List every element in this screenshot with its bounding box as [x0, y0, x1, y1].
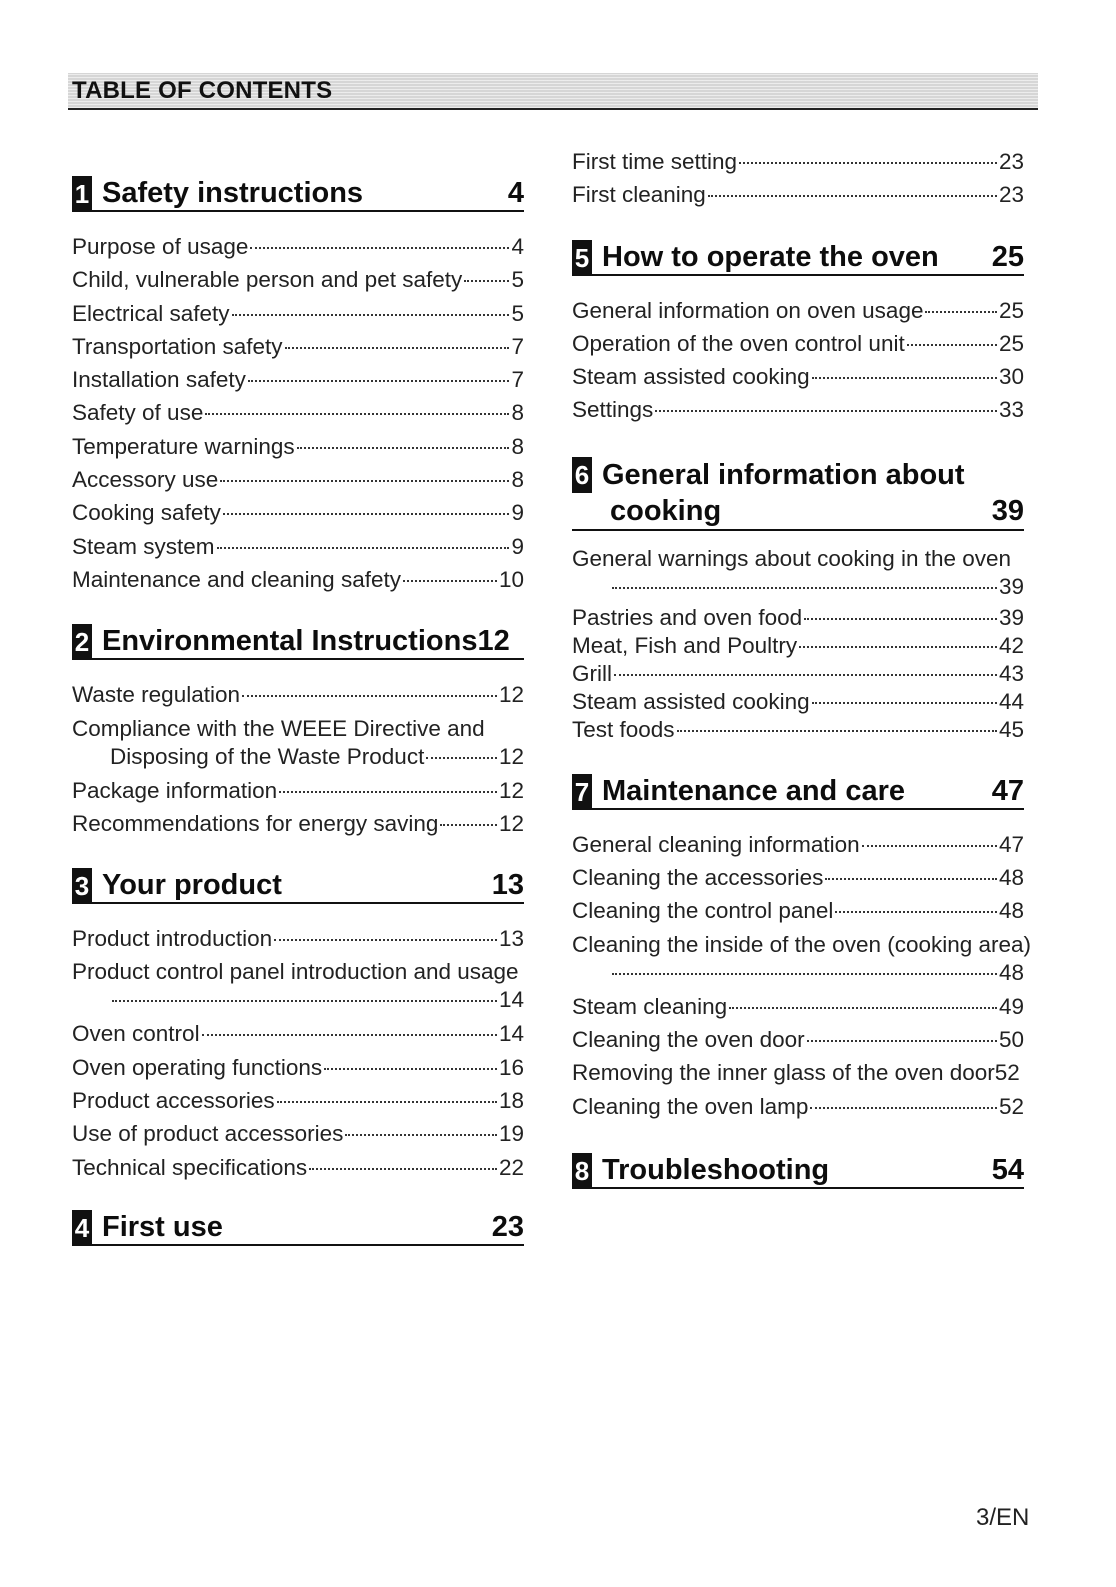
section-page: 54: [991, 1153, 1024, 1186]
entry-label: Cooking safety: [72, 500, 221, 526]
entry-page: 12: [498, 682, 524, 708]
section-page: 39: [991, 494, 1024, 527]
toc-entry[interactable]: [72, 396, 524, 429]
section-number-badge: 5: [572, 240, 592, 276]
toc-section-7: [572, 774, 1032, 1123]
section-title: Maintenance and care: [602, 774, 905, 807]
entry-page: 33: [998, 397, 1024, 423]
toc-entry[interactable]: [72, 958, 524, 1014]
toc-entry[interactable]: [572, 688, 1024, 716]
entry-page: 47: [998, 831, 1024, 857]
toc-entry[interactable]: [72, 715, 524, 771]
section-title: How to operate the oven: [602, 240, 939, 273]
toc-entry[interactable]: [572, 828, 1024, 861]
toc-section-4: [72, 1210, 524, 1246]
leader-dots: [799, 646, 997, 648]
toc-entry[interactable]: [572, 660, 1024, 688]
page-number: 3/EN: [976, 1504, 1030, 1531]
toc-entry[interactable]: [72, 430, 524, 463]
leader-dots: [825, 878, 997, 880]
section-title: Your product: [102, 869, 282, 902]
leader-dots: [655, 410, 997, 412]
toc-entry[interactable]: [72, 563, 524, 596]
toc-entry[interactable]: [572, 327, 1024, 360]
toc-entry[interactable]: [72, 1017, 524, 1050]
entry-page: 7: [511, 367, 524, 393]
leader-dots: [807, 1040, 997, 1042]
section-title: First use: [102, 1210, 223, 1243]
toc-entry[interactable]: [72, 263, 524, 296]
leader-dots: [309, 1168, 497, 1170]
entry-page: 18: [498, 1088, 524, 1114]
entry-page: 50: [998, 1026, 1024, 1052]
toc-section-3: [72, 868, 524, 1184]
entry-page: 16: [498, 1054, 524, 1080]
entry-label: Oven operating functions: [72, 1054, 323, 1080]
toc-entry[interactable]: [72, 496, 524, 529]
leader-dots: [220, 480, 509, 482]
toc-entry[interactable]: [572, 294, 1024, 327]
entry-page: 25: [998, 297, 1024, 323]
entry-page: 48: [998, 898, 1024, 924]
entry-page: 52: [998, 1093, 1024, 1119]
toc-section-5: [572, 240, 1024, 427]
entry-page: 23: [998, 182, 1024, 208]
section-title-continued: cooking: [610, 494, 722, 527]
leader-dots: [345, 1134, 497, 1136]
toc-entry[interactable]: [72, 463, 524, 496]
entry-label: Product accessories: [72, 1088, 275, 1114]
toc-entry[interactable]: [572, 545, 1024, 601]
entry-label: Package information: [72, 777, 278, 803]
leader-dots: [205, 413, 509, 415]
leader-dots: [835, 911, 997, 913]
section-number-badge: 7: [572, 774, 592, 810]
entry-page: 12: [498, 810, 524, 836]
entry-label: Maintenance and cleaning safety: [72, 566, 401, 592]
entry-label: Product introduction: [72, 926, 273, 952]
section-heading[interactable]: [72, 624, 524, 660]
toc-entry[interactable]: [72, 922, 524, 955]
leader-dots: [426, 757, 497, 759]
leader-dots: [242, 695, 497, 697]
section-heading[interactable]: [572, 1153, 1024, 1189]
entry-page: 39: [998, 573, 1024, 599]
leader-dots: [739, 162, 997, 164]
entry-page: 39: [998, 604, 1024, 630]
section-page: 13: [491, 869, 524, 902]
leader-dots: [279, 791, 497, 793]
entry-page: 8: [511, 467, 524, 493]
entry-page: 10: [498, 566, 524, 592]
entry-label: General information on oven usage: [572, 297, 924, 323]
leader-dots: [729, 1007, 997, 1009]
entry-label: Technical specifications: [72, 1154, 308, 1180]
toc-entry[interactable]: [72, 807, 524, 840]
entry-page: 14: [498, 1021, 524, 1047]
leader-dots: [285, 347, 510, 349]
toc-header-bar: [68, 73, 1038, 110]
entry-label: Steam assisted cooking: [572, 364, 810, 390]
toc-section-6: [572, 457, 1024, 744]
entry-page: 45: [998, 716, 1024, 742]
entry-page: 49: [998, 993, 1024, 1019]
leader-dots: [612, 973, 997, 975]
leader-dots: [708, 195, 997, 197]
entry-page: 9: [511, 533, 524, 559]
entry-label: Cleaning the oven door: [572, 1026, 805, 1052]
leader-dots: [277, 1101, 497, 1103]
entry-label: General cleaning information: [572, 831, 860, 857]
section-page: 23: [491, 1210, 524, 1243]
leader-dots: [810, 1107, 997, 1109]
toc-header-title: TABLE OF CONTENTS: [72, 77, 333, 104]
section-heading[interactable]: [72, 1210, 524, 1246]
entry-label: Transportation safety: [72, 333, 283, 359]
toc-entry[interactable]: [572, 1090, 1024, 1123]
entry-label: First cleaning: [572, 182, 706, 208]
entry-label: Waste regulation: [72, 682, 241, 708]
entry-page: 12: [498, 743, 524, 769]
entry-page: 42: [998, 632, 1024, 658]
section-heading[interactable]: [572, 457, 1024, 531]
toc-entry[interactable]: [72, 330, 524, 363]
toc-entry[interactable]: [72, 230, 524, 263]
toc-entry[interactable]: [72, 774, 524, 807]
toc-entry[interactable]: [572, 145, 1024, 178]
toc-section-1: [72, 176, 524, 596]
leader-dots: [812, 702, 997, 704]
entry-label: Removing the inner glass of the oven door: [572, 1060, 995, 1086]
entry-page: 5: [511, 267, 524, 293]
leader-dots: [440, 824, 497, 826]
entry-page: 7: [511, 333, 524, 359]
section-title: Environmental Instructions: [102, 625, 478, 658]
entry-label: Temperature warnings: [72, 433, 295, 459]
entry-label: Product control panel introduction and usage: [72, 959, 519, 985]
leader-dots: [248, 380, 510, 382]
leader-dots: [614, 674, 997, 676]
leader-dots: [232, 314, 510, 316]
entry-page: 8: [511, 400, 524, 426]
toc-entry[interactable]: [72, 1117, 524, 1150]
section-title: General information about: [602, 458, 965, 491]
entry-label: Meat, Fish and Poultry: [572, 632, 798, 658]
entry-page: 43: [998, 660, 1024, 686]
entry-label: Cleaning the accessories: [572, 865, 824, 891]
entry-page: 12: [498, 777, 524, 803]
entry-label: Cleaning the oven lamp: [572, 1093, 809, 1119]
entry-label: Purpose of usage: [72, 234, 249, 259]
entry-label: Compliance with the WEEE Directive and: [72, 715, 485, 741]
entry-label: Safety of use: [72, 400, 204, 426]
toc-entry[interactable]: [572, 861, 1024, 894]
entry-page: 30: [998, 364, 1024, 390]
section-number-badge: 1: [72, 176, 92, 212]
section-heading[interactable]: [572, 774, 1024, 810]
toc-section-8: [572, 1153, 1024, 1189]
toc-entry[interactable]: [572, 716, 1024, 744]
entry-label: Steam cleaning: [572, 993, 728, 1019]
toc-entry[interactable]: [72, 1084, 524, 1117]
entry-page: 14: [498, 987, 524, 1013]
toc-entry[interactable]: [572, 632, 1024, 660]
entry-label: Operation of the oven control unit: [572, 330, 905, 356]
leader-dots: [907, 344, 997, 346]
entry-label: Pastries and oven food: [572, 604, 803, 630]
section-heading[interactable]: [72, 176, 524, 212]
leader-dots: [804, 618, 997, 620]
toc-entry[interactable]: [72, 297, 524, 330]
entry-label-continued: Disposing of the Waste Product: [110, 743, 425, 769]
entry-label: Settings: [572, 397, 654, 423]
section-page: 47: [991, 774, 1024, 807]
section-heading[interactable]: [572, 240, 1024, 276]
leader-dots: [250, 247, 509, 249]
section-page: 25: [991, 240, 1024, 273]
leader-dots: [202, 1034, 497, 1036]
toc-entry[interactable]: [72, 530, 524, 563]
entry-page: 25: [998, 330, 1024, 356]
toc-entry[interactable]: [72, 363, 524, 396]
section-page: 4: [507, 177, 524, 209]
entry-label: Steam system: [72, 533, 215, 559]
toc-right-column: [572, 145, 1032, 1189]
entry-label: Installation safety: [72, 367, 246, 393]
toc-entry[interactable]: [572, 931, 1032, 987]
toc-section-2: [72, 624, 524, 840]
toc-entry[interactable]: [572, 894, 1024, 927]
section-number-badge: 3: [72, 868, 92, 904]
leader-dots: [217, 547, 510, 549]
entry-page: 19: [498, 1121, 524, 1147]
entry-label: First time setting: [572, 149, 738, 174]
toc-entry[interactable]: [72, 678, 524, 711]
toc-left-column: [72, 140, 524, 1246]
entry-label: Recommendations for energy saving: [72, 810, 439, 836]
toc-entry[interactable]: [72, 1051, 524, 1084]
toc-entry[interactable]: [72, 1151, 524, 1184]
section-number-badge: 8: [572, 1153, 592, 1189]
section-page: 12: [477, 625, 510, 658]
leader-dots: [925, 311, 996, 313]
entry-label: Steam assisted cooking: [572, 688, 810, 714]
leader-dots: [112, 1000, 497, 1002]
entry-page: 13: [498, 926, 524, 952]
leader-dots: [812, 377, 997, 379]
entry-label: Cleaning the control panel: [572, 898, 834, 924]
entry-label: Oven control: [72, 1021, 200, 1047]
entry-label: Cleaning the inside of the oven (cooking area): [572, 931, 1032, 957]
entry-label: Child, vulnerable person and pet safety: [72, 267, 463, 293]
toc-entry[interactable]: [572, 604, 1024, 632]
leader-dots: [297, 447, 510, 449]
entry-page: 5: [511, 300, 524, 326]
section-number-badge: 6: [572, 457, 592, 493]
leader-dots: [403, 580, 497, 582]
section-title: Troubleshooting: [602, 1153, 830, 1186]
entry-page: 8: [511, 433, 524, 459]
toc-entry[interactable]: [572, 360, 1024, 393]
entry-label: Grill: [572, 660, 612, 686]
leader-dots: [862, 845, 997, 847]
entry-page: 48: [998, 865, 1024, 891]
entry-label: Use of product accessories: [72, 1121, 344, 1147]
entry-page: 48: [998, 959, 1024, 985]
leader-dots: [274, 939, 497, 941]
toc-entry[interactable]: [572, 178, 1024, 211]
entry-page: 22: [498, 1154, 524, 1180]
entry-label: Accessory use: [72, 467, 219, 493]
toc-entry[interactable]: [572, 990, 1024, 1023]
entry-page: 44: [998, 688, 1024, 714]
entry-label: Electrical safety: [72, 300, 230, 326]
entry-page: 52: [994, 1060, 1020, 1086]
section-number-badge: 4: [72, 1210, 92, 1246]
entry-label: Test foods: [572, 716, 675, 742]
toc-entry[interactable]: [572, 393, 1024, 426]
section-heading[interactable]: [72, 868, 524, 904]
leader-dots: [223, 513, 510, 515]
toc-entry[interactable]: [572, 1023, 1024, 1056]
entry-page: 23: [998, 149, 1024, 174]
leader-dots: [324, 1068, 497, 1070]
toc-entry[interactable]: [572, 1056, 1024, 1089]
leader-dots: [464, 280, 509, 282]
leader-dots: [612, 587, 997, 589]
section-title: Safety instructions: [102, 177, 364, 209]
entry-page: 4: [511, 234, 524, 259]
leader-dots: [677, 730, 997, 732]
entry-page: 9: [511, 500, 524, 526]
section-number-badge: 2: [72, 624, 92, 660]
entry-label: General warnings about cooking in the oven: [572, 545, 1012, 571]
